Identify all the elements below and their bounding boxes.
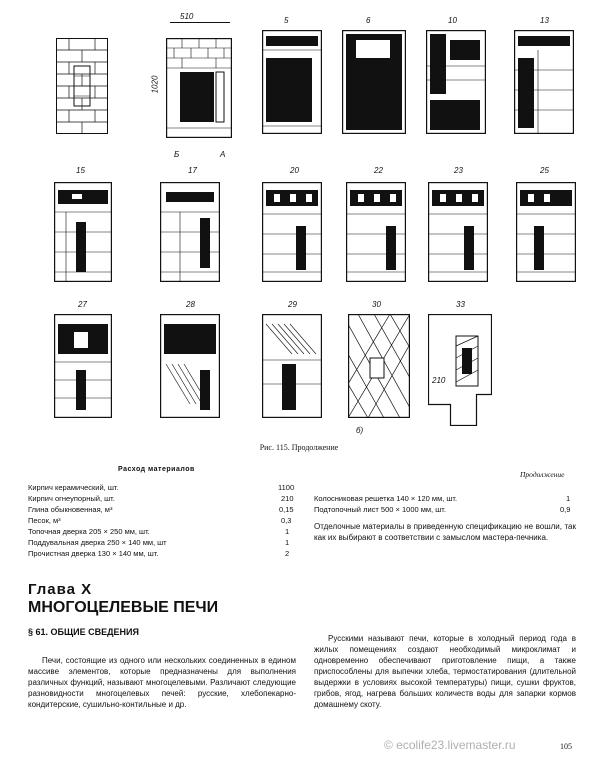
figure-number: 25 (540, 166, 549, 175)
figure-6 (342, 30, 406, 134)
figure-33 (428, 314, 492, 426)
figure-number: 13 (540, 16, 549, 25)
fig28-svg (160, 314, 220, 418)
figure-brick-pattern-1 (56, 38, 108, 134)
figure-number: 27 (78, 300, 87, 309)
continuation-label: Продолжение (520, 470, 565, 479)
material-row: Песок, м³ (28, 516, 61, 525)
dim-label-b: Б (174, 150, 180, 159)
material-value: 1 (566, 494, 571, 503)
body-paragraph-left: Печи, состоящие из одного или нескольких соединенных в едином массиве элементов, которые предназначены для выполнения различных функций, называют многоцелевыми. Различают следующие разновидности многоцелевых печей: русские, хлебопекарно-кондитерские, сушильно-контильные и др. (28, 656, 296, 709)
material-row: Кирпич огнеупорный, шт. (28, 494, 115, 503)
figure-15 (54, 182, 112, 282)
brick-plan-svg (56, 38, 108, 134)
fig22-svg (346, 182, 406, 282)
figure-number: 29 (288, 300, 297, 309)
fig33-svg (428, 314, 492, 426)
figure-27 (54, 314, 112, 418)
materials-note: Отделочные материалы в приведенную спецификацию не вошли, так как их выбирают в соответствии с замыслом мастера-печника. (314, 522, 576, 542)
fig15-svg (54, 182, 112, 282)
figure-plan-1 (166, 38, 232, 138)
figure-number: 33 (456, 300, 465, 309)
fig13-svg (514, 30, 574, 134)
dim-label-a: 510 (180, 12, 194, 21)
fig5-svg (262, 30, 322, 134)
fig29-svg (262, 314, 322, 418)
material-row: Топочная дверка 205 × 250 мм, шт. (28, 527, 150, 536)
fig23-svg (428, 182, 488, 282)
figure-29 (262, 314, 322, 418)
material-row: Глина обыкновенная, м³ (28, 505, 113, 514)
dim-label-33: 210 (432, 376, 446, 385)
fig10-svg (426, 30, 486, 134)
watermark: © ecolife23.livemaster.ru (384, 738, 516, 752)
material-value: 1 (285, 527, 290, 536)
figure-30 (348, 314, 410, 418)
fig6-svg (342, 30, 406, 134)
dim-label-a2: А (220, 150, 226, 159)
figure-number: 20 (290, 166, 299, 175)
material-row: Кирпич керамический, шт. (28, 483, 119, 492)
chapter-number: Глава X (28, 581, 93, 598)
material-row: Поддувальная дверка 250 × 140 мм, шт (28, 538, 167, 547)
figure-25 (516, 182, 576, 282)
fig27-svg (54, 314, 112, 418)
material-row: Подтопочный лист 500 × 1000 мм, шт. (314, 505, 446, 514)
figure-20 (262, 182, 322, 282)
material-value: 1100 (278, 483, 295, 492)
figure-22 (346, 182, 406, 282)
figure-5 (262, 30, 322, 134)
figure-17 (160, 182, 220, 282)
material-value: 210 (281, 494, 294, 503)
material-value: 0,15 (279, 505, 294, 514)
dim-label-side: 1020 (150, 75, 160, 94)
figure-number: 6 (366, 16, 371, 25)
figure-number: 5 (284, 16, 289, 25)
material-row: Прочистная дверка 130 × 140 мм, шт. (28, 549, 159, 558)
page-number: 105 (560, 742, 572, 751)
material-value: 2 (285, 549, 290, 558)
figure-10 (426, 30, 486, 134)
figure-number: 15 (76, 166, 85, 175)
figure-number: 17 (188, 166, 197, 175)
figure-13 (514, 30, 574, 134)
section-heading: § 61. ОБЩИЕ СВЕДЕНИЯ (28, 627, 139, 637)
figure-number: 22 (374, 166, 383, 175)
materials-title: Расход материалов (118, 466, 195, 473)
figure-number: 10 (448, 16, 457, 25)
fig-letter-b: б) (356, 426, 364, 435)
plan-svg (166, 38, 232, 138)
fig17-svg (160, 182, 220, 282)
material-value: 1 (285, 538, 290, 547)
chapter-title: МНОГОЦЕЛЕВЫЕ ПЕЧИ (28, 599, 219, 616)
fig30-svg (348, 314, 410, 418)
figure-number: 23 (454, 166, 463, 175)
material-value: 0,3 (281, 516, 292, 525)
figure-28 (160, 314, 220, 418)
dimension-line-top (170, 22, 230, 23)
figure-number: 28 (186, 300, 195, 309)
figure-23 (428, 182, 488, 282)
material-row: Колосниковая решетка 140 × 120 мм, шт. (314, 494, 458, 503)
material-value: 0,9 (560, 505, 571, 514)
fig25-svg (516, 182, 576, 282)
figure-caption: Рис. 115. Продолжение (259, 443, 339, 452)
figure-number: 30 (372, 300, 381, 309)
body-paragraph-right: Русскими называют печи, которые в холодный период года в жилых помещениях создают необходимый микроклимат и одновременно обеспечивают приготовление пищи, а также приспособлены для выпечки хлеба, термостатирования (длительной выдержки в условиях высокой температуры) пищи, сушки фруктов, грибов, ягод, нагрева больших количеств воды для запарки кормов домашнему скоту. (314, 634, 576, 709)
fig20-svg (262, 182, 322, 282)
